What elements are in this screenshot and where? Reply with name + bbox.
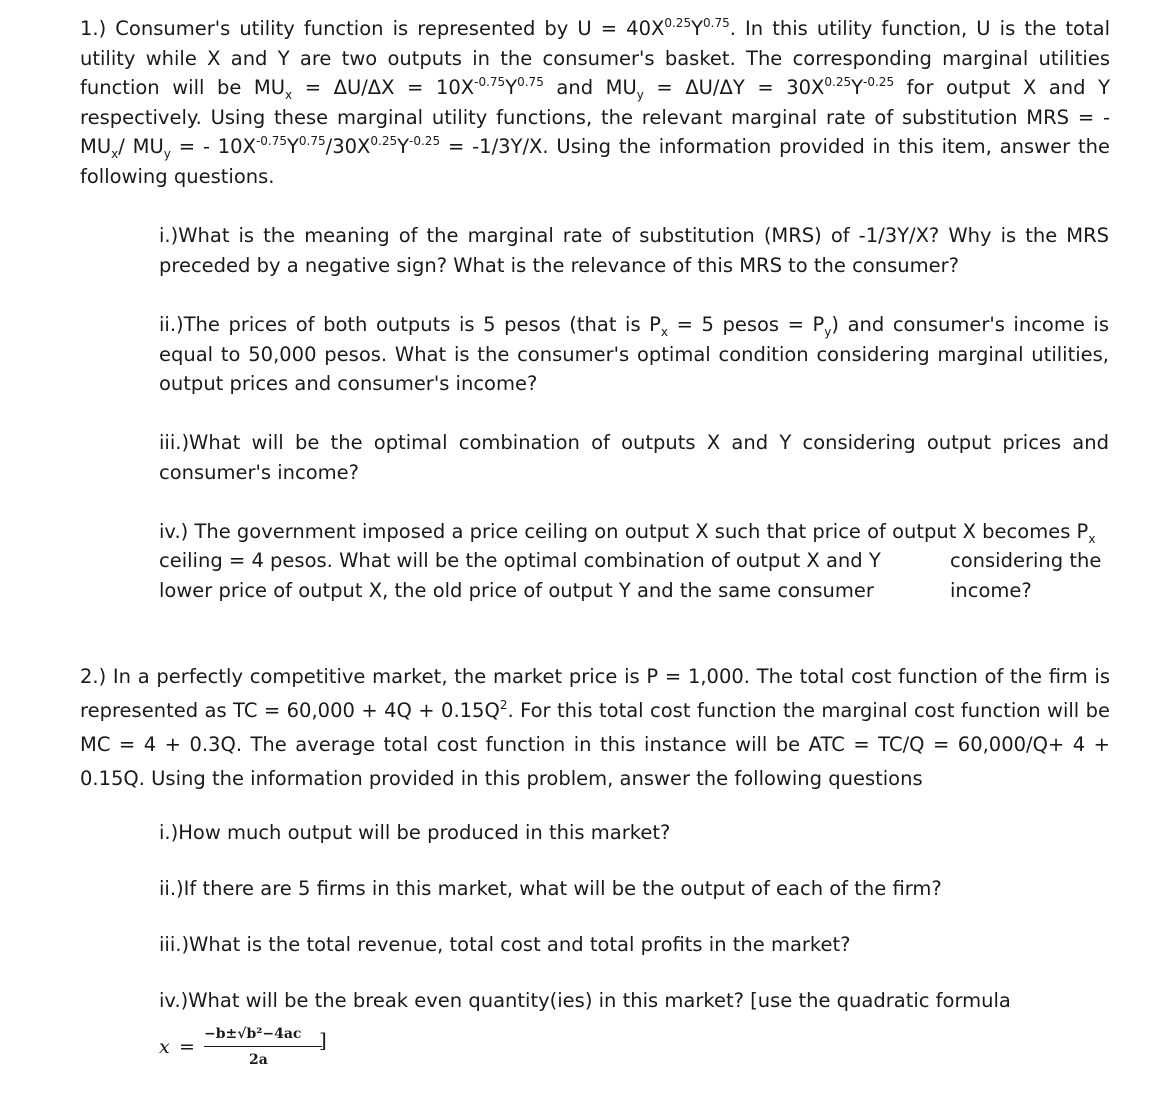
question-iv-line3-right: income? (950, 579, 1032, 602)
problem1-intro: 1.) Consumer's utility function is represented by $U = 40X^{0.25}Y^{0.75}$. In this utility function, U is the total utility while X and Y are two outputs in the consumer's basket. The corresponding marginal utilities function will be $MU_x = \Delta U/\Delta X = 10X^{-0.75}Y^{0.75}$ and $MU_y = \Delta U/\Delta Y = 30X^{0.25}Y^{-0.25}$ for output X and Y respectively. Using these marginal utility functions, the relevant marginal rate of substitution MRS = - $MU_x/$ $MU_y$ = - $10X^{-0.75}Y^{0.75}/30X^{0.25}Y^{-0.25} = -1/3Y/X$. Using the information provided in this item, answer the following questions. (80, 15, 1110, 188)
formula-fraction-bar (204, 1046, 322, 1047)
problem1-question-i: i.)What is the meaning of the marginal rate of substitution (MRS) of -1/3Y/X? Why is the MRS preceded by a negative sign? What is the relevance of this MRS to the consumer? (159, 224, 1109, 277)
formula-denominator: 2a (249, 1052, 268, 1068)
problem2-question-ii: ii.)If there are 5 firms in this market, what will be the output of each of the firm? (159, 877, 942, 900)
problem2-question-iv: iv.)What will be the break even quantity(ies) in this market? [use the quadratic formula (159, 989, 1011, 1012)
question-iv-line2: ceiling = 4 pesos. What will be the optimal combination of output X and Y (159, 549, 881, 572)
problem2-question-i: i.)How much output will be produced in this market? (159, 821, 671, 844)
problem2-intro: 2.) In a perfectly competitive market, the market price is P = 1,000. The total cost function of the firm is represented as TC = $60,000 + 4Q + 0.15Q^2$. For this total cost function the marginal cost function will be MC = 4 + 0.3Q. The average total cost function in this instance will be ATC = TC/Q = 60,000/Q+ 4 + 0.15Q. Using the information provided in this problem, answer the following questions (80, 665, 1110, 790)
problem2-question-iii: iii.)What is the total revenue, total cost and total profits in the market? (159, 933, 851, 956)
formula-variable: x (159, 1036, 170, 1058)
formula-closing-bracket: ] (319, 1028, 327, 1052)
question-iv-line3: lower price of output X, the old price of output Y and the same consumer (159, 579, 874, 602)
question-iv-line2-right: considering the (950, 549, 1102, 572)
question-iv-line1: iv.) The government imposed a price ceiling on output X such that price of output X becomes $P_x$ (159, 520, 1096, 546)
quadratic-formula (159, 1022, 359, 1082)
problem1-question-ii: ii.)The prices of both outputs is 5 pesos (that is $P_x = 5$ pesos = $P_y$) and consumer's income is equal to 50,000 pesos. What is the consumer's optimal condition considering marginal utilities, output prices and consumer's income? (159, 313, 1109, 395)
formula-equals: = (179, 1036, 195, 1058)
problem1-question-iii: iii.)What will be the optimal combination of outputs X and Y considering output prices and consumer's income? (159, 431, 1109, 484)
formula-numerator: −b±√b²−4ac (204, 1026, 302, 1042)
